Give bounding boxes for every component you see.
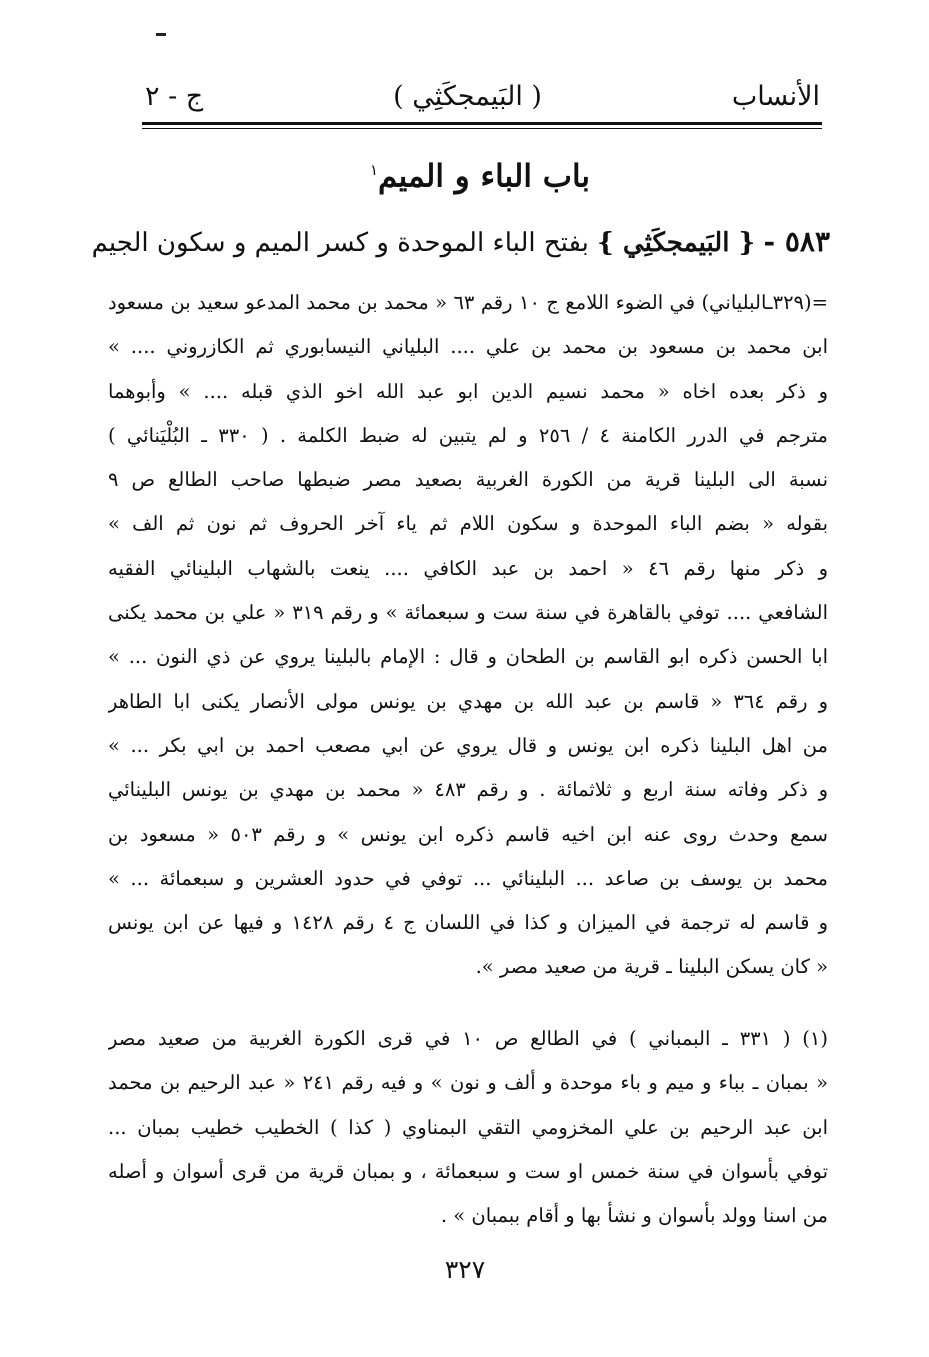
body-line: « كان يسكن البلينا ـ قرية من صعيد مصر ». [475, 955, 828, 979]
body-line: سمع وحدث روى عنه ابن اخيه قاسم ذكره ابن يونس » و رقم ٥٠٣ « مسعود بن [108, 822, 828, 846]
body-line: و ذكر منها رقم ٤٦ « احمد بن عبد الكافي .... ينعت بالشهاب البلينائي الفقيه [108, 556, 828, 580]
page-number: ٣٢٧ [444, 1255, 486, 1284]
entry-nisba: { البَيمجكَثِي } [597, 228, 756, 258]
header-book-title: الأنساب [731, 80, 820, 112]
body-line: و قاسم له ترجمة في الميزان و كذا في اللسان ج ٤ رقم ١٤٢٨ و فيها عن ابن يونس [108, 911, 828, 935]
body-line: نسبة الى البلينا قرية من الكورة الغربية بصعيد مصر ضبطها صاحب الطالع ص ٩ [108, 468, 828, 492]
chapter-title-text: باب الباء و الميم [378, 158, 591, 195]
footnote [108, 1017, 828, 1238]
header-entry-title: ( البَيمجكَثِي ) [393, 80, 542, 112]
body-line: بقوله « بضم الباء الموحدة و سكون اللام ثم ياء آخر الحروف ثم نون ثم الف » [108, 512, 828, 536]
chapter-title [140, 142, 820, 198]
footnote-line: توفي بأسوان في سنة خمس او ست و سبعمائة ، و بمبان قرية من قرى أسوان و أصله [108, 1159, 828, 1183]
header-volume: ج - ٢ [145, 80, 204, 112]
running-header [145, 72, 820, 120]
footnote-line: ابن عبد الرحيم بن علي المخزومي التقي البمناوي ( كذا ) الخطيب خطيب بمبان ... [108, 1115, 828, 1139]
body-line: الشافعي .... توفي بالقاهرة في سنة ست و سبعمائة » و رقم ٣١٩ « علي بن محمد يكنى [108, 601, 828, 625]
header-rule-thin [142, 128, 822, 129]
body-text [108, 281, 828, 990]
footnote-line: « بمبان ـ بباء و ميم و باء موحدة و ألف و نون » و فيه رقم ٢٤١ « عبد الرحيم بن محمد [108, 1071, 828, 1095]
body-line: ابا الحسن ذكره ابو القاسم بن الطحان و قال : الإمام بالبلينا يروي عن ذي النون ... » [108, 645, 828, 669]
entry-description: بفتح الباء الموحدة و كسر الميم و سكون الجيم [91, 228, 589, 258]
chapter-footnote-mark: ١ [369, 161, 379, 179]
body-line: مترجم في الدرر الكامنة ٤ / ٢٥٦ و لم يتبين له ضبط الكلمة . ( ٣٣٠ ـ البُلْيَنائي ) [108, 423, 828, 447]
entry-heading [91, 218, 830, 266]
body-line: =(٣٢٩ـالبلياني) في الضوء اللامع ج ١٠ رقم ٦٣ « محمد بن محمد المدعو سعيد بن مسعود [108, 291, 828, 314]
footnote-line: من اسنا وولد بأسوان و نشأ بها و أقام ببمبان » . [440, 1204, 828, 1228]
entry-number: ٥٨٣ - [763, 225, 830, 258]
footnote-line: (١) ( ٣٣١ ـ البمباني ) في الطالع ص ١٠ في قرى الكورة الغربية من صعيد مصر [108, 1027, 828, 1050]
body-line: و رقم ٣٦٤ « قاسم بن عبد الله بن مهدي بن يونس مولى الأنصار يكنى ابا الطاهر [108, 689, 828, 713]
body-line: و ذكر بعده اخاه « محمد نسيم الدين ابو عبد الله اخو الذي قبله .... » وأبوهما [108, 379, 828, 403]
header-rule-thick [142, 122, 822, 125]
stray-ink-mark [156, 33, 166, 36]
body-line: محمد بن يوسف بن صاعد ... البلينائي ... توفي في حدود العشرين و سبعمائة ... » [108, 866, 828, 890]
body-line: و ذكر وفاته سنة اربع و ثلاثمائة . و رقم ٤٨٣ « محمد بن مهدي بن يونس البلينائي [108, 778, 828, 802]
body-line: من اهل البلينا ذكره ابن يونس و قال يروي عن ابي مصعب احمد بن ابي بكر ... » [108, 733, 828, 757]
body-line: ابن محمد بن مسعود بن محمد بن علي .... البلياني النيسابوري ثم الكازروني .... » [108, 335, 828, 359]
